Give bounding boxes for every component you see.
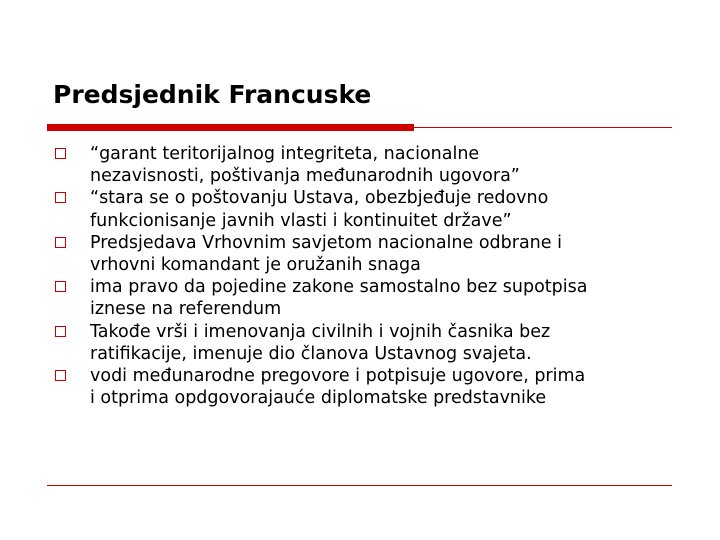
bullet-line: “garant teritorijalnog integriteta, nacionalne xyxy=(90,144,480,164)
title-underline-thick xyxy=(47,124,414,131)
bullet-line: funkcionisanje javnih vlasti i kontinuitet države” xyxy=(90,210,512,231)
bullet-line: Takođe vrši i imenovanja civilnih i vojnih časnika bez xyxy=(90,321,551,342)
footer-rule xyxy=(47,485,672,486)
bullet-line: “stara se o poštovanju Ustava, obezbjeđuje redovno xyxy=(90,188,549,209)
bullet-line: ima pravo da pojedine zakone samostalno bez supotpisa xyxy=(90,277,588,298)
bullet-item xyxy=(55,321,665,365)
bullet-line: i otprima opdgovorajauće diplomatske predstavnike xyxy=(90,388,547,409)
bullet-item xyxy=(55,365,665,409)
bullet-line: Predsjedava Vrhovnim savjetom nacionalne odbrane i xyxy=(90,232,562,253)
bullet-item xyxy=(55,276,665,320)
bullet-line: ratifikacije, imenuje dio članova Ustavnog svajeta. xyxy=(90,343,532,364)
bullet-item xyxy=(55,187,665,231)
bullet-item xyxy=(55,143,665,187)
bullet-list xyxy=(55,143,665,409)
hollow-square-icon xyxy=(55,281,66,292)
hollow-square-icon xyxy=(55,237,66,248)
hollow-square-icon xyxy=(55,326,66,337)
bullet-line: iznese na referendum xyxy=(90,299,282,320)
title-underline-thin xyxy=(414,127,672,128)
slide-title: Predsjednik Francuske xyxy=(53,80,372,109)
hollow-square-icon xyxy=(55,148,66,159)
hollow-square-icon xyxy=(55,192,66,203)
hollow-square-icon xyxy=(55,370,66,381)
bullet-item xyxy=(55,232,665,276)
bullet-line: vrhovni komandant je oružanih snaga xyxy=(90,255,421,276)
bullet-line: nezavisnosti, poštivanja međunarodnih ugovora” xyxy=(90,166,520,187)
bullet-line: vodi međunarodne pregovore i potpisuje ugovore, prima xyxy=(90,366,586,387)
